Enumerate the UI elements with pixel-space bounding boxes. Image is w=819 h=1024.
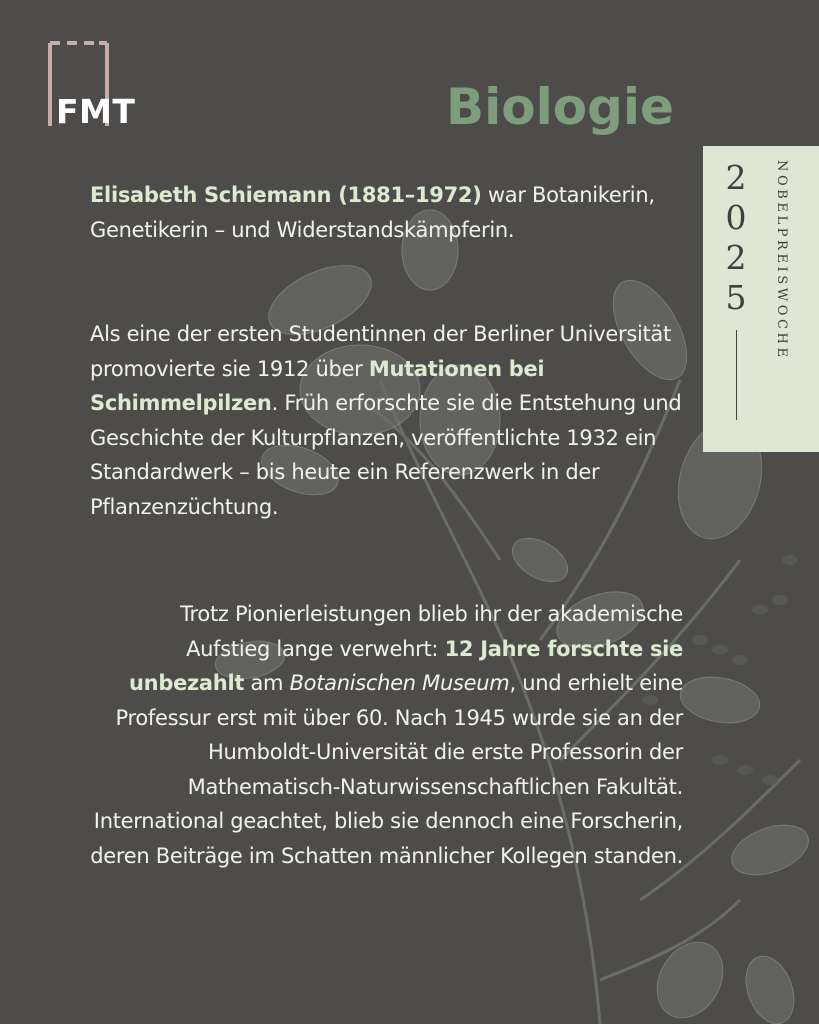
paragraph-text: war Botanikerin, Genetikerin – und Widerstandskämpferin.: [90, 183, 655, 242]
topic-highlight: Mutationen bei Schimmelpilzen: [90, 356, 545, 415]
panel-label: NOBELPREISWOCHE: [774, 160, 789, 361]
paragraph-text: , und erhielt eine Professur erst mit über 60. Nach 1945 wurde sie an der Humboldt-Universität die erste Professorin der Mathematisch-Naturwissenschaftlichen Fakultät. International geachtet, blieb sie dennoch eine Forscherin, deren Beiträge im Schatten männlicher Kollegen standen.: [90, 671, 683, 868]
fmt-logo-text: FMT: [56, 92, 136, 131]
name-highlight: Elisabeth Schiemann (1881–1972): [90, 183, 482, 207]
paragraph-text: Trotz Pionierleistungen blieb ihr der akademische Aufstieg lange verwehrt:: [180, 602, 683, 661]
year: [719, 158, 753, 318]
paragraph-recognition: [90, 597, 683, 873]
unpaid-highlight: 12 Jahre forschte sie unbezahlt: [129, 636, 683, 695]
paragraph-intro: [90, 178, 690, 247]
year-digit: 5: [725, 278, 747, 317]
paragraph-text: am: [244, 671, 290, 695]
paragraph-text: . Früh erforschte sie die Entstehung und Geschichte der Kulturpflanzen, veröffentlichte 1932 ein Standardwerk – bis heute ein Referenzwerk in der Pflanzenzüchtung.: [90, 391, 682, 519]
museum-name: Botanischen Museum: [289, 671, 510, 695]
paragraph-career: [90, 317, 690, 524]
paragraph-text: Als eine der ersten Studentinnen der Berliner Universität promovierte sie 1912 über: [90, 322, 671, 381]
year-digit: 2: [725, 158, 747, 197]
year-digit: 2: [725, 238, 747, 277]
page-title: Biologie: [446, 78, 674, 136]
divider: [736, 330, 737, 420]
year-digit: 0: [725, 198, 747, 237]
nobelpreiswoche-panel: [703, 146, 819, 452]
